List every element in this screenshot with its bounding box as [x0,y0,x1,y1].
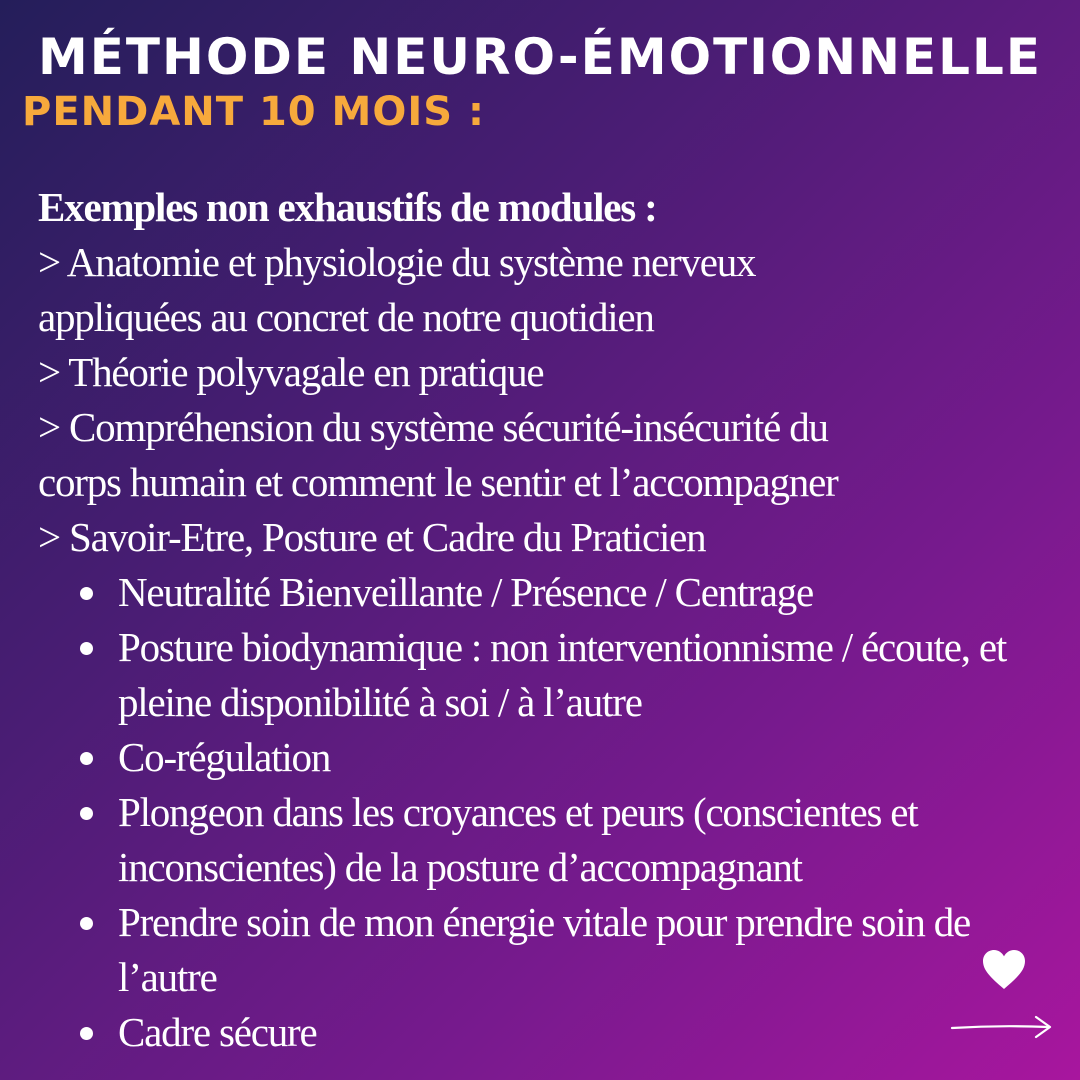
module-line: > Anatomie et physiologie du système nerveux [38,239,756,285]
modules-content [38,180,1048,1060]
list-item [118,565,1048,620]
list-item-text: Prendre soin de mon énergie vitale pour prendre soin de l’autre [118,899,971,1000]
module-line: > Savoir-Etre, Posture et Cadre du Praticien [38,514,706,560]
list-item [118,620,1023,730]
bullet-icon [80,917,93,930]
list-item [118,730,1048,785]
module-line: > Compréhension du système sécurité-insécurité du [38,404,828,450]
bullet-icon [80,642,93,655]
page-title: MÉTHODE NEURO-ÉMOTIONNELLE [37,28,1043,86]
posture-bullet-list [38,565,1048,1060]
bullet-icon [80,1027,93,1040]
module-line: > Théorie polyvagale en pratique [38,349,544,395]
list-item [118,785,1043,895]
list-item [118,1005,1048,1060]
page-subtitle: PENDANT 10 MOIS : [22,89,485,135]
list-item-text: Co-régulation [118,734,331,780]
list-item-text: Neutralité Bienveillante / Présence / Centrage [118,569,814,615]
module-line: appliquées au concret de notre quotidien [38,294,654,340]
module-line: corps humain et comment le sentir et l’accompagner [38,459,838,505]
list-item-text: Cadre sécure [118,1009,317,1055]
list-item-text: Plongeon dans les croyances et peurs (conscientes et inconscientes) de la posture d’accompagnant [118,789,918,890]
arrow-right-icon[interactable] [950,1014,1054,1040]
bullet-icon [80,807,93,820]
list-item [118,895,1023,1005]
modules-heading: Exemples non exhaustifs de modules : [38,184,657,230]
list-item-text: Posture biodynamique : non interventionnisme / écoute, et pleine disponibilité à soi / à l’autre [118,624,1007,725]
heart-icon [980,946,1028,994]
bullet-icon [80,752,93,765]
bullet-icon [80,587,93,600]
